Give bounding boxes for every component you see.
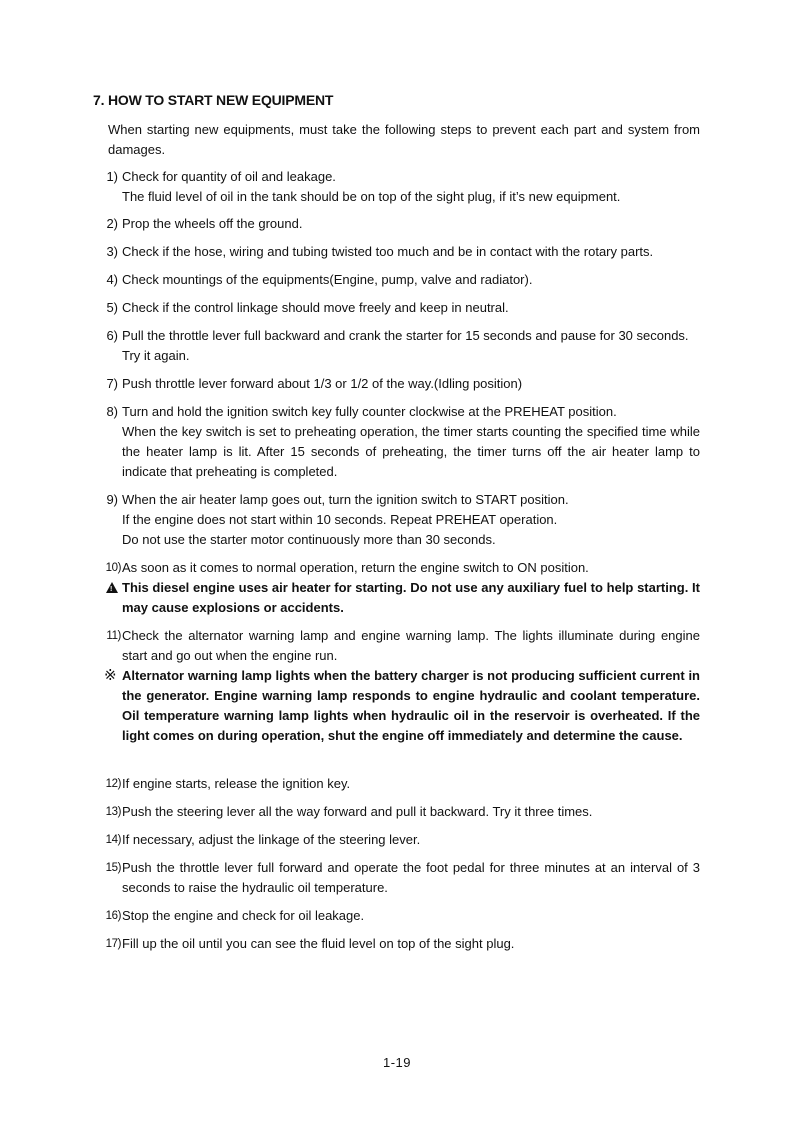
step-text	[122, 167, 700, 207]
step-line: Pull the throttle lever full backward and crank the starter for 15 seconds and pause for 30 seconds.	[122, 328, 689, 343]
step-number: 2)	[106, 216, 118, 231]
step-text	[122, 214, 700, 234]
step-number: 10)	[105, 562, 121, 574]
step-number: 13)	[105, 806, 121, 818]
step-number: 15)	[105, 862, 121, 874]
step-text	[122, 626, 700, 666]
step-line: Push the throttle lever full forward and operate the foot pedal for three minutes at an interval of 3 seconds to raise the hydraulic oil temperature.	[122, 860, 700, 895]
step-line: Fill up the oil until you can see the fluid level on top of the sight plug.	[122, 936, 515, 951]
step-text	[122, 326, 700, 366]
step-line: Push throttle lever forward about 1/3 or 1/2 of the way.(Idling position)	[122, 376, 523, 391]
step-line: If necessary, adjust the linkage of the steering lever.	[122, 832, 421, 847]
step-text	[122, 774, 700, 794]
step-line: As soon as it comes to normal operation, return the engine switch to ON position.	[122, 560, 589, 575]
step-text	[122, 830, 700, 850]
step-line: Stop the engine and check for oil leakage.	[122, 908, 365, 923]
step-line: Push the steering lever all the way forward and pull it backward. Try it three times.	[122, 804, 593, 819]
intro-paragraph: When starting new equipments, must take the following steps to prevent each part and system from damages.	[108, 122, 700, 157]
step-line: Check if the hose, wiring and tubing twisted too much and be in contact with the rotary parts.	[122, 244, 654, 259]
step-line: When the key switch is set to preheating operation, the timer starts counting the specified time while the heater lamp is lit. After 15 seconds of preheating, the timer turns off the air heater lamp to indicate that preheating is completed.	[122, 424, 700, 479]
step-line: If the engine does not start within 10 seconds. Repeat PREHEAT operation.	[122, 512, 558, 527]
step-number: 5)	[106, 300, 118, 315]
step-text	[122, 490, 700, 550]
section-heading: 7. HOW TO START NEW EQUIPMENT	[93, 92, 334, 108]
step-text	[122, 402, 700, 482]
step-text	[122, 906, 700, 926]
step-line: If engine starts, release the ignition key.	[122, 776, 351, 791]
step-line: Check mountings of the equipments(Engine, pump, valve and radiator).	[122, 272, 533, 287]
step-line: Turn and hold the ignition switch key fully counter clockwise at the PREHEAT position.	[122, 404, 617, 419]
step-line: When the air heater lamp goes out, turn the ignition switch to START position.	[122, 492, 569, 507]
step-line: Prop the wheels off the ground.	[122, 216, 303, 231]
step-line: Check for quantity of oil and leakage.	[122, 169, 336, 184]
step-number: 11)	[106, 630, 121, 642]
step-number: 1)	[106, 169, 118, 184]
step-line: Check the alternator warning lamp and engine warning lamp. The lights illuminate during engine start and go out when the engine run.	[122, 628, 700, 663]
step-text	[122, 802, 700, 822]
step-number: 6)	[106, 328, 118, 343]
step-number: 8)	[106, 404, 118, 419]
step-text	[122, 242, 700, 262]
step-text	[122, 558, 700, 578]
step-number: 3)	[106, 244, 118, 259]
page-number: 1-19	[382, 1055, 412, 1070]
step-line: Try it again.	[122, 348, 190, 363]
step-number: 16)	[105, 910, 121, 922]
step-number: 17)	[105, 938, 121, 950]
step-line: The fluid level of oil in the tank should be on top of the sight plug, if it’s new equipment.	[122, 189, 621, 204]
note-text: Alternator warning lamp lights when the battery charger is not producing sufficient current in the generator. Engine warning lamp responds to engine hydraulic and coolant temperature. Oil temperature warning lamp lights when hydraulic oil in the reservoir is overheated. If the light comes on during operation, shut the engine off immediately and determine the cause.	[122, 668, 700, 743]
step-number: 7)	[106, 376, 118, 391]
warning-triangle-icon: !	[106, 578, 118, 598]
step-text	[122, 270, 700, 290]
step-number: 9)	[106, 492, 118, 507]
step-text	[122, 298, 700, 318]
reference-mark-icon: ※	[104, 667, 117, 684]
step-number: 14)	[105, 834, 121, 846]
step-line: Check if the control linkage should move freely and keep in neutral.	[122, 300, 509, 315]
step-text	[122, 934, 700, 954]
step-number: 4)	[106, 272, 118, 287]
step-number: 12)	[105, 778, 121, 790]
step-text	[122, 858, 700, 898]
step-text	[122, 374, 700, 394]
warning-text: This diesel engine uses air heater for starting. Do not use any auxiliary fuel to help starting. It may cause explosions or accidents.	[122, 580, 700, 615]
step-line: Do not use the starter motor continuously more than 30 seconds.	[122, 532, 496, 547]
